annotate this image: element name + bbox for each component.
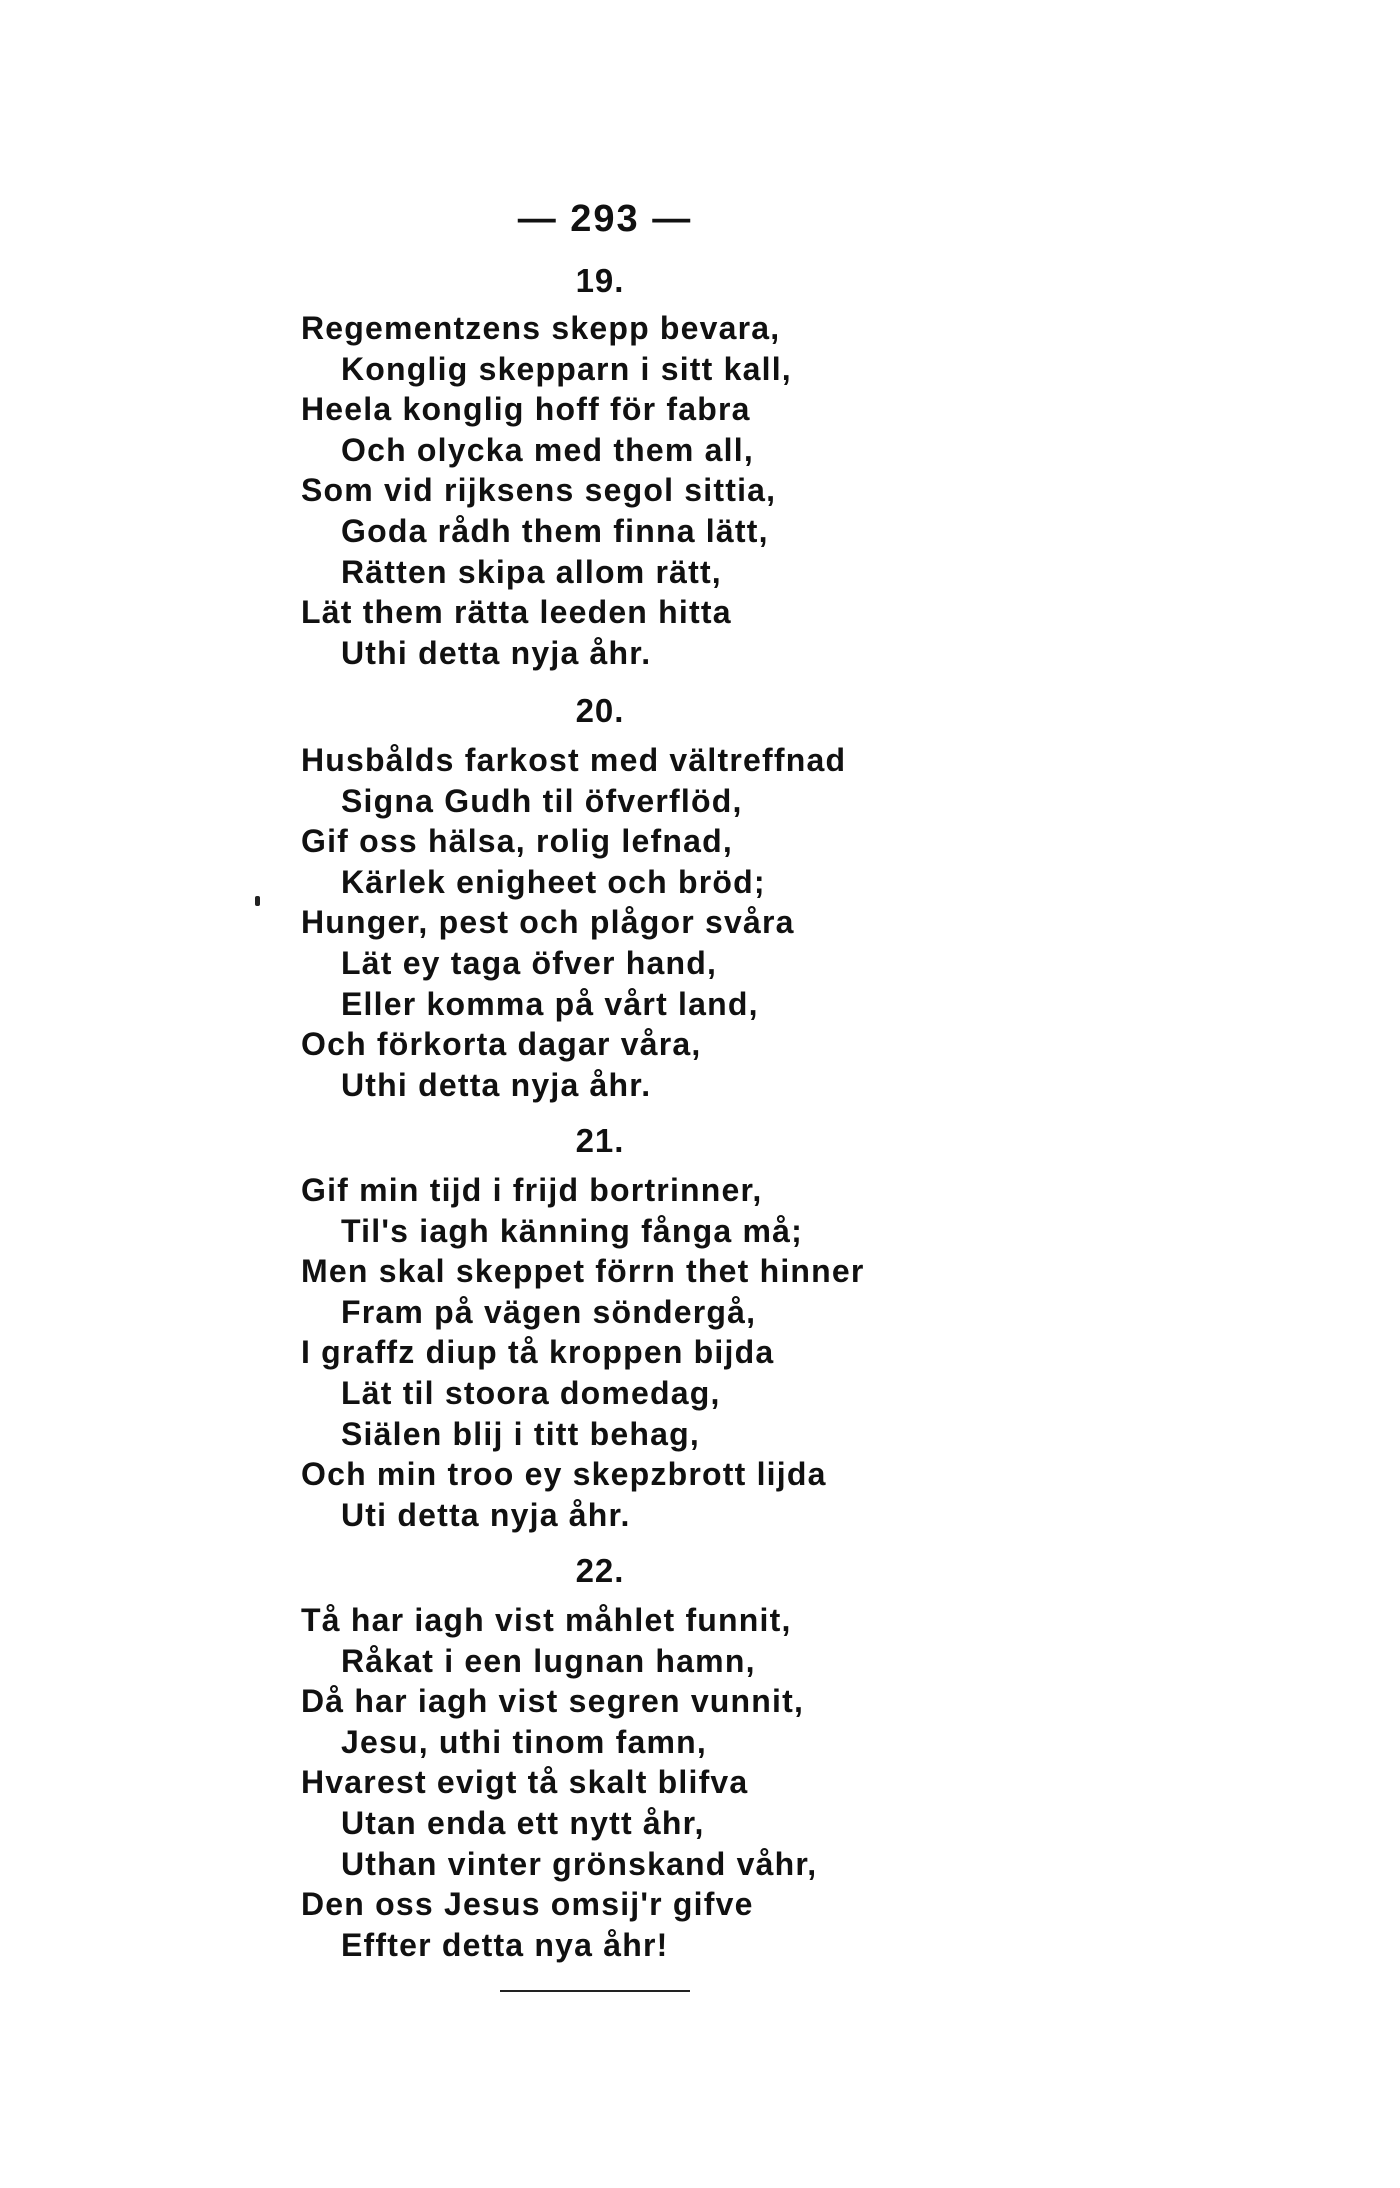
verse-line: Råkat i een lugnan hamn, [341, 1642, 756, 1679]
verse-line: Och olycka med them all, [341, 431, 754, 468]
verse-line: Hvarest evigt tå skalt blifva [301, 1764, 749, 1801]
margin-speck [255, 896, 260, 906]
verse-line: Rätten skipa allom rätt, [341, 553, 722, 590]
verse-line: Kärlek enigheet och bröd; [341, 863, 766, 900]
verse-line: Heela konglig hoff för fabra [301, 391, 751, 428]
verse-line: Uthi detta nyja åhr. [341, 1066, 652, 1103]
verse-line: Då har iagh vist segren vunnit, [301, 1683, 805, 1720]
page-number: — 293 — [517, 198, 693, 240]
verse-line: Uti detta nyja åhr. [341, 1496, 631, 1533]
stanza [301, 1600, 921, 1965]
stanza-number: 22. [575, 1552, 625, 1589]
verse-line: Eller komma på vårt land, [341, 985, 759, 1022]
stanza-number: 20. [575, 692, 625, 729]
verse-line: Utan enda ett nytt åhr, [341, 1804, 705, 1841]
verse-line: I graffz diup tå kroppen bijda [301, 1334, 775, 1371]
verse-line: Lät ey taga öfver hand, [341, 944, 718, 981]
verse-line: Uthi detta nyja åhr. [341, 634, 652, 671]
verse-line: Och min troo ey skepzbrott lijda [301, 1456, 827, 1493]
verse-line: Som vid rijksens segol sittia, [301, 472, 777, 509]
verse-line: Konglig skepparn i sitt kall, [341, 350, 792, 387]
verse-line: Den oss Jesus omsij'r gifve [301, 1886, 754, 1923]
verse-line: Lät them rätta leeden hitta [301, 594, 732, 631]
end-divider-rule [500, 1990, 690, 1992]
verse-line: Men skal skeppet förrn thet hinner [301, 1253, 865, 1290]
verse-line: Husbålds farkost med vältreffnad [301, 742, 847, 778]
verse-line: Siälen blij i titt behag, [341, 1415, 700, 1452]
stanza [301, 308, 921, 673]
verse-line: Effter detta nya åhr! [341, 1926, 669, 1963]
stanza-number: 21. [575, 1122, 625, 1159]
verse-line: Hunger, pest och plågor svåra [301, 904, 795, 941]
stanza [301, 1170, 921, 1535]
verse-line: Jesu, uthi tinom famn, [341, 1723, 707, 1760]
verse-line: Och förkorta dagar våra, [301, 1026, 702, 1063]
verse-line: Til's iagh känning fånga må; [341, 1212, 804, 1249]
stanza [301, 740, 921, 1105]
verse-line: Fram på vägen söndergå, [341, 1293, 757, 1330]
verse-line: Signa Gudh til öfverflöd, [341, 782, 743, 819]
verse-line: Lät til stoora domedag, [341, 1374, 721, 1411]
verse-line: Uthan vinter grönskand våhr, [341, 1845, 818, 1882]
verse-line: Tå har iagh vist måhlet funnit, [301, 1602, 792, 1638]
stanza-number: 19. [575, 262, 625, 299]
verse-line: Goda rådh them finna lätt, [341, 512, 769, 549]
verse-line: Gif oss hälsa, rolig lefnad, [301, 823, 733, 860]
verse-line: Gif min tijd i frijd bortrinner, [301, 1172, 763, 1208]
verse-line: Regementzens skepp bevara, [301, 310, 781, 346]
